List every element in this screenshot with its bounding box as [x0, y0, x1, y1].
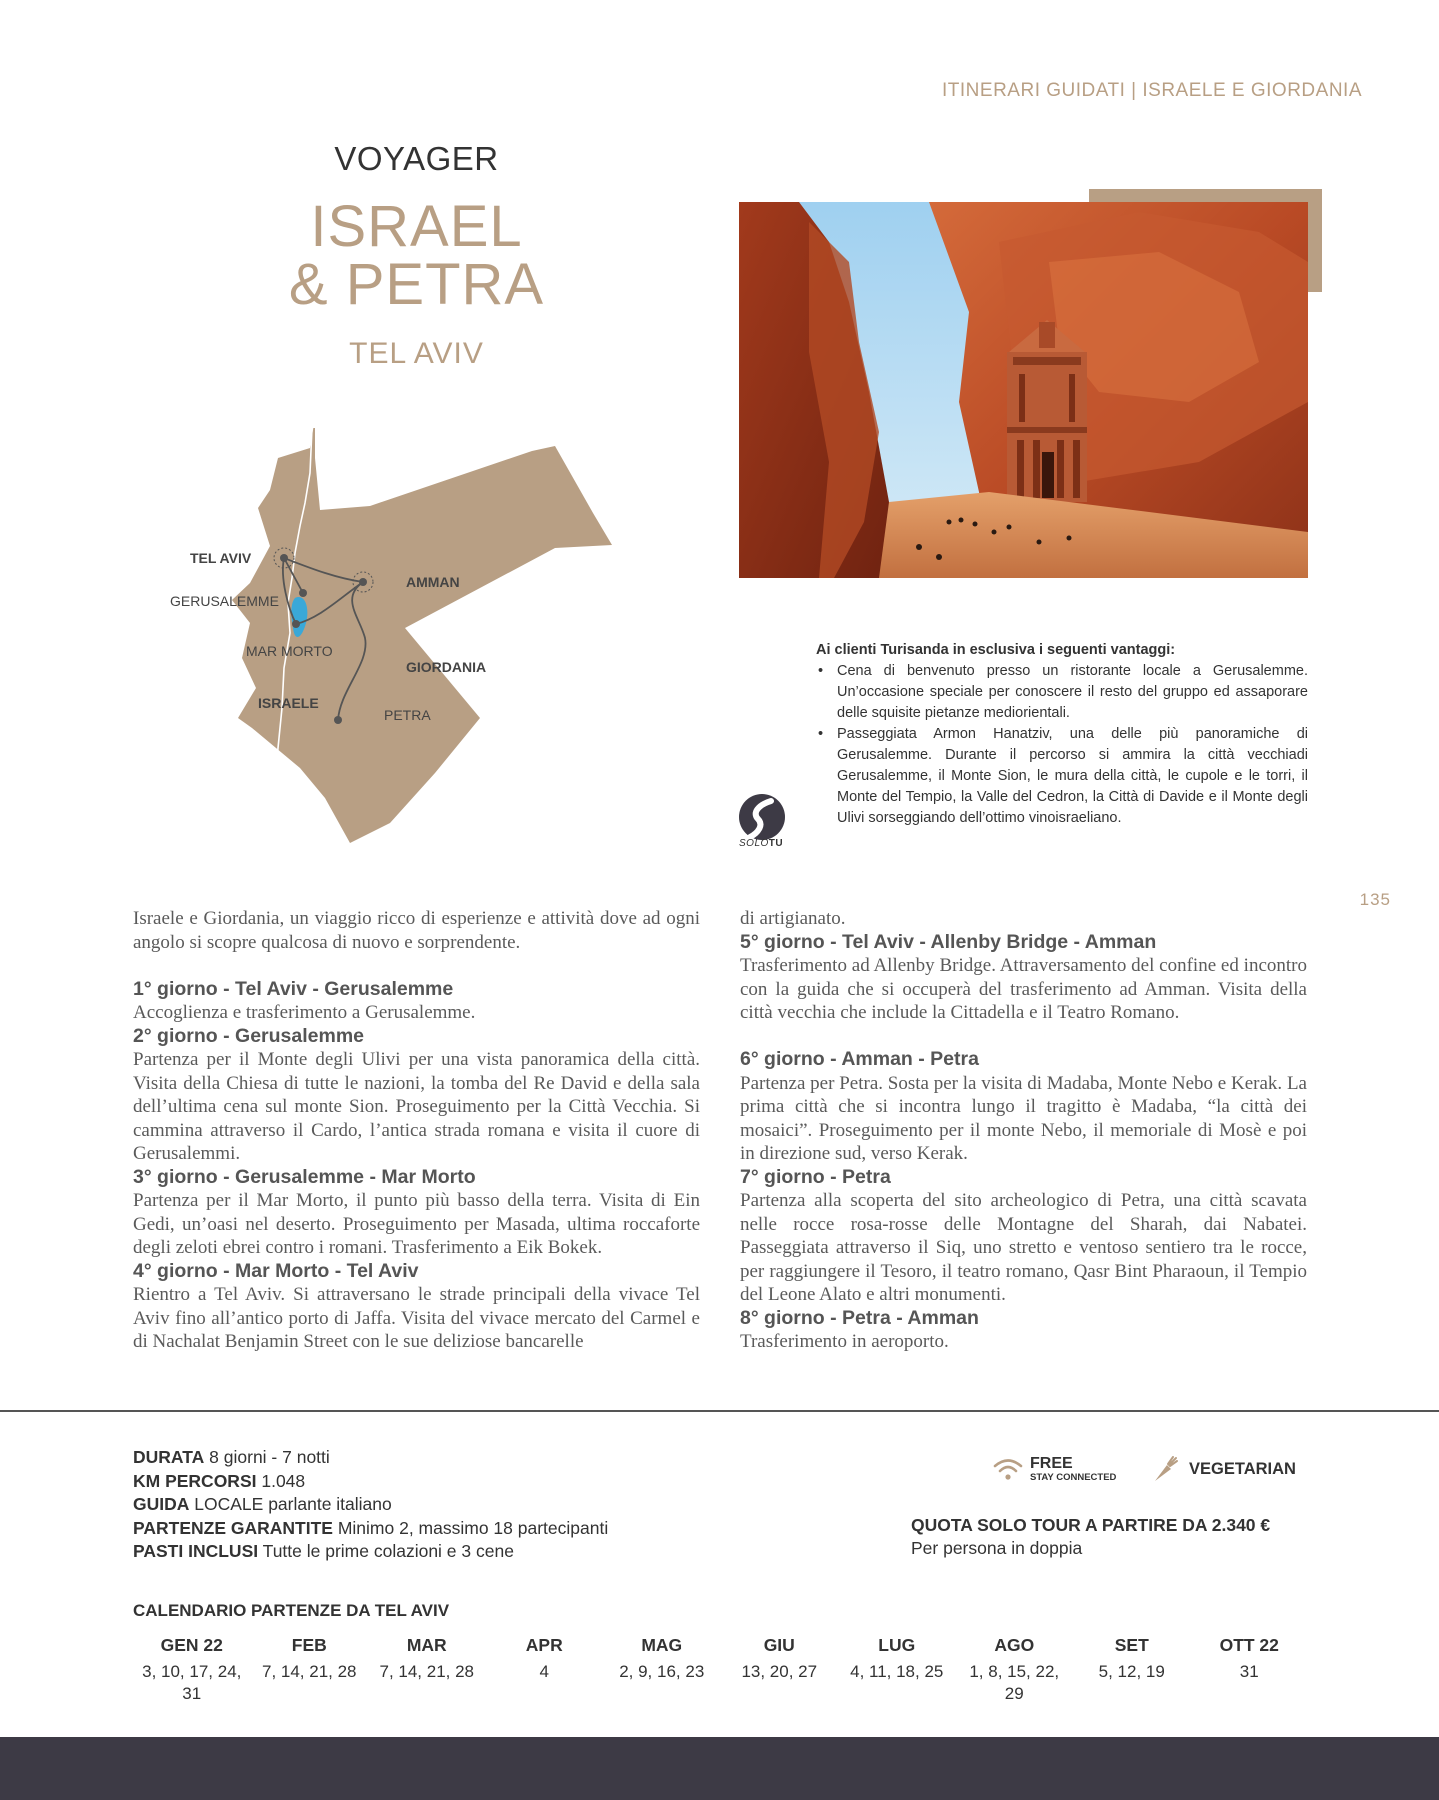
- footer-bar: [0, 1737, 1439, 1800]
- month-days: 7, 14, 21, 28: [379, 1662, 475, 1681]
- calendar-month: [133, 1633, 251, 1705]
- itinerary-column-right: [740, 907, 1307, 1354]
- fact-row: [133, 1470, 608, 1494]
- month-days: 5, 12, 19: [1098, 1662, 1165, 1681]
- perks-box: [816, 640, 1308, 829]
- solotu-logo-text: [739, 838, 783, 849]
- month-days: 4, 11, 18, 25: [850, 1662, 944, 1681]
- day-text: Partenza alla scoperta del sito archeologico di Petra, una città scavata nelle rocce rosa-rosse delle Montagne del Sharah, dai Nabatei. Passeggiata attraverso il Siq, uno stretto e ventoso sentiero tra le rocce, per raggiungere il Tesoro, il teatro romano, Qasr Bint Pharaoun, il Tempio del Leone Alato e altri monumenti.: [740, 1190, 1307, 1305]
- calendar-month: [956, 1633, 1074, 1705]
- calendar-month: [721, 1633, 839, 1705]
- amenity-wifi: [992, 1452, 1116, 1486]
- fact-label: PASTI INCLUSI: [133, 1541, 259, 1561]
- route-map: [160, 428, 660, 848]
- fact-row: [133, 1446, 608, 1470]
- month-name: LUG: [878, 1635, 916, 1655]
- day-text: Partenza per il Monte degli Ulivi per una vista panoramica della città. Visita della Chiesa di tutte le nazioni, la tomba del Re David e della sala dell’ultima cena sul monte Sion. Proseguimento per la Città Vecchia. Si cammina attraverso il Cardo, l’antica strada romana e visita il cuore di Gerusalemmi.: [133, 1049, 700, 1164]
- label-israele: ISRAELE: [258, 695, 319, 711]
- fact-value: Minimo 2, massimo 18 partecipanti: [337, 1517, 609, 1538]
- day-text: Trasferimento in aeroporto.: [740, 1331, 949, 1352]
- vegetarian-label: VEGETARIAN: [1189, 1459, 1296, 1478]
- petra-dot: [334, 716, 342, 724]
- day-text: Trasferimento ad Allenby Bridge. Attraversamento del confine ed incontro con la guida che si occuperà del trasferimento ad Amman. Visita della città vecchia che include la Cittadella e il Teatro Romano.: [740, 955, 1307, 1023]
- calendar-month: [1073, 1633, 1191, 1705]
- calendar-month: [838, 1633, 956, 1705]
- calendar-month: [1191, 1633, 1309, 1705]
- price-subtitle: Per persona in doppia: [911, 1538, 1083, 1558]
- month-name: MAR: [406, 1635, 447, 1655]
- fact-value: LOCALE parlante italiano: [194, 1494, 392, 1514]
- month-name: APR: [525, 1635, 563, 1655]
- day-title: 8° giorno - Petra - Amman: [740, 1306, 979, 1329]
- section-header: ITINERARI GUIDATI | ISRAELE E GIORDANIA: [942, 80, 1362, 101]
- month-name: GEN 22: [160, 1635, 223, 1655]
- day-title: 7° giorno - Petra: [740, 1165, 891, 1188]
- tour-kicker: VOYAGER: [334, 140, 499, 177]
- month-days: 3, 10, 17, 24, 31: [142, 1662, 242, 1703]
- mar-morto-dot: [292, 620, 300, 628]
- tour-subtitle: TEL AVIV: [349, 337, 484, 370]
- free-subtitle: STAY CONNECTED: [1030, 1471, 1117, 1483]
- fact-value: Tutte le prime colazioni e 3 cene: [262, 1541, 514, 1561]
- month-name: FEB: [291, 1635, 327, 1655]
- calendar-month: [603, 1633, 721, 1705]
- fact-row: [133, 1493, 608, 1517]
- petra-photo: [739, 202, 1308, 578]
- tel-aviv-dot: [280, 554, 288, 562]
- label-tel-aviv: TEL AVIV: [190, 550, 252, 566]
- price-title: QUOTA SOLO TOUR A PARTIRE DA 2.340 €: [911, 1515, 1271, 1535]
- day-text: Partenza per il Mar Morto, il punto più basso della terra. Visita di Ein Gedi, un’oasi nel deserto. Proseguimento per Masada, ultima roccaforte degli zeloti ebrei contro i romani. Trasferimento a Eik Bokek.: [133, 1190, 700, 1258]
- page-number: 135: [1359, 890, 1391, 909]
- fact-value: 8 giorni - 7 notti: [209, 1447, 330, 1467]
- month-name: MAG: [641, 1635, 683, 1655]
- day-text: Partenza per Petra. Sosta per la visita di Madaba, Monte Nebo e Kerak. La prima città che si incontra lungo il tragitto è Madaba, “la città dei mosaici”. Proseguimento per il monte Nebo, il memoriale di Mosè e poi in direzione sud, verso Kerak.: [740, 1072, 1307, 1164]
- itinerary-column-left: [133, 907, 700, 1354]
- fact-label: GUIDA: [133, 1494, 190, 1514]
- gerusalemme-dot: [299, 589, 307, 597]
- fact-label: PARTENZE GARANTITE: [133, 1517, 333, 1538]
- month-days: 4: [539, 1662, 549, 1681]
- tour-title-line2: & PETRA: [288, 252, 545, 317]
- calendar-month: [251, 1633, 369, 1705]
- fact-value: 1.048: [261, 1470, 306, 1491]
- fact-label: KM PERCORSI: [133, 1470, 257, 1491]
- day-text: Rientro a Tel Aviv. Si attraversano le strade principali della vivace Tel Aviv fino all’antico porto di Jaffa. Visita del vivace mercato del Carmel e di Nachalat Benjamin Street con le sue deliziose bancarelle: [133, 1284, 700, 1352]
- day-title: 3° giorno - Gerusalemme - Mar Morto: [133, 1165, 476, 1188]
- day-title: 4° giorno - Mar Morto - Tel Aviv: [133, 1259, 419, 1282]
- month-days: 13, 20, 27: [741, 1662, 818, 1681]
- perks-title: Ai clienti Turisanda in esclusiva i seguenti vantaggi:: [816, 642, 1176, 658]
- amman-dot: [359, 578, 367, 586]
- day-title: 2° giorno - Gerusalemme: [133, 1024, 365, 1047]
- perk-item: • Cena di benvenuto presso un ristorante locale a Gerusalemme. Un’occasione speciale per conoscere il resto del gruppo ed assaporare delle squisite pietanze mediorientali.: [816, 661, 1308, 724]
- month-days: 2, 9, 16, 23: [619, 1662, 705, 1681]
- month-days: 1, 8, 15, 22, 29: [969, 1662, 1060, 1703]
- amenities: [992, 1452, 1308, 1486]
- wifi-icon: [992, 1456, 1024, 1482]
- label-gerusalemme: GERUSALEMME: [170, 593, 279, 609]
- amenity-vegetarian: [1151, 1452, 1296, 1486]
- section-divider: [0, 1410, 1439, 1412]
- tour-facts: [133, 1446, 608, 1564]
- month-name: OTT 22: [1219, 1635, 1279, 1655]
- day-text-continued: di artigianato.: [740, 908, 846, 929]
- solotu-prefix: SOLO: [739, 838, 769, 849]
- label-petra: PETRA: [384, 707, 431, 723]
- month-days: 7, 14, 21, 28: [261, 1662, 357, 1681]
- departure-calendar: [133, 1633, 1308, 1705]
- fact-row: [133, 1540, 608, 1564]
- intro-text: Israele e Giordania, un viaggio ricco di esperienze e attività dove ad ogni angolo si scopre qualcosa di nuovo e sorprendente.: [133, 908, 700, 953]
- price-quote: [911, 1514, 1270, 1560]
- day-title: 1° giorno - Tel Aviv - Gerusalemme: [133, 977, 454, 1000]
- day-title: 5° giorno - Tel Aviv - Allenby Bridge - Amman: [740, 930, 1157, 953]
- calendar-month: [368, 1633, 486, 1705]
- tour-title-line1: ISRAEL: [310, 194, 523, 259]
- month-name: AGO: [994, 1635, 1035, 1655]
- free-title: FREE: [1030, 1454, 1073, 1472]
- month-days: 31: [1239, 1662, 1259, 1681]
- label-amman: AMMAN: [406, 574, 460, 590]
- day-text: Accoglienza e trasferimento a Gerusalemme.: [133, 1002, 476, 1023]
- calendar-title: CALENDARIO PARTENZE DA TEL AVIV: [133, 1601, 450, 1620]
- month-name: SET: [1114, 1635, 1149, 1655]
- fact-row: [133, 1517, 608, 1541]
- perks-list: [816, 661, 1308, 829]
- carrot-icon: [1151, 1455, 1179, 1483]
- perk-item: • Passeggiata Armon Hanatziv, una delle più panoramiche di Gerusalemme. Durante il percorso si ammira la città vecchiadi Gerusalemme, il Monte Sion, le mura della città, le cupole e le torri, il Monte del Tempio, la Valle del Cedron, la Città di Davide e il Monte degli Ulivi sorseggiando dell’ottimo vinoisraeliano.: [816, 724, 1308, 829]
- label-mar-morto: MAR MORTO: [246, 643, 333, 659]
- tour-title: [230, 194, 603, 317]
- day-title: 6° giorno - Amman - Petra: [740, 1048, 979, 1070]
- calendar-month: [486, 1633, 604, 1705]
- fact-label: DURATA: [133, 1447, 205, 1467]
- solotu-suffix: TU: [768, 838, 784, 849]
- label-giordania: GIORDANIA: [406, 659, 487, 675]
- month-name: GIU: [763, 1635, 795, 1655]
